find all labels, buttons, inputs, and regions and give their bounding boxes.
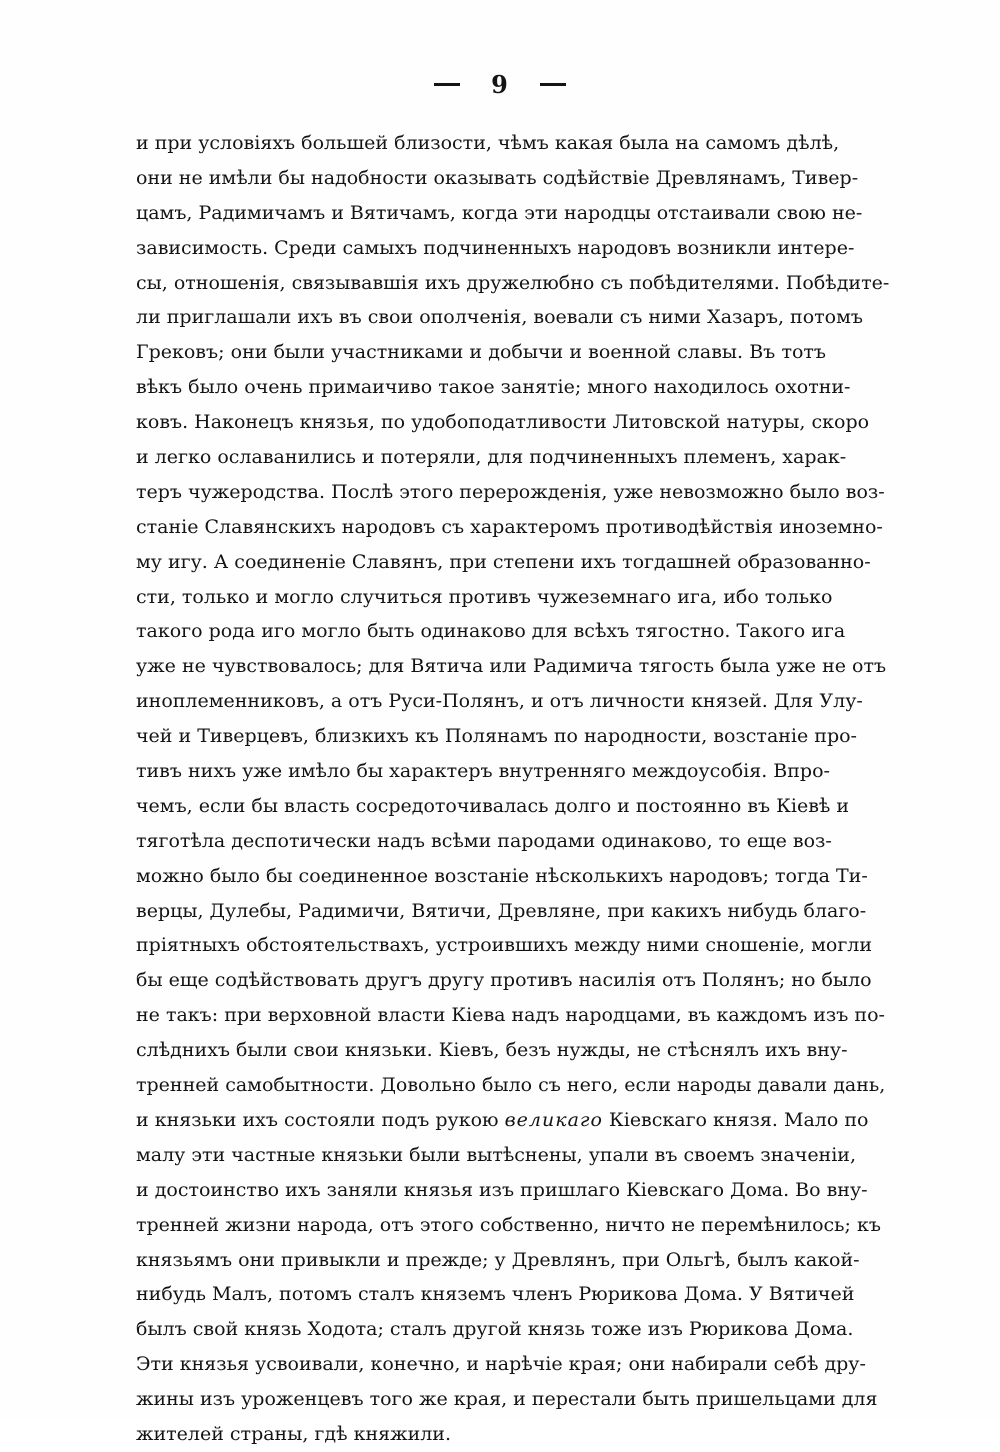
text-line: ковъ. Наконецъ князья, по удобоподатливости Литовской натуры, скоро [136, 411, 870, 434]
text-line: былъ свой князь Ходота; сталъ другой князь тоже изъ Рюрикова Дома. [136, 1318, 854, 1341]
text-line: жины изъ уроженцевъ того же края, и перестали быть пришельцами для [136, 1388, 878, 1411]
text-line: цамъ, Радимичамъ и Вятичамъ, когда эти народцы отстаивали свою не- [136, 201, 863, 224]
text-line: чей и Тиверцевъ, близкихъ къ Полянамъ по народности, возстаніе про- [136, 725, 857, 748]
header-left-dash [434, 83, 460, 86]
text-line: иноплеменниковъ, а отъ Руси-Полянъ, и отъ личности князей. Для Улу- [136, 690, 863, 713]
body-text [136, 126, 890, 1452]
text-line: тренней жизни народа, отъ этого собственно, ничто не перемѣнилось; къ [136, 1213, 881, 1236]
text-line: верцы, Дулебы, Радимичи, Вятичи, Древляне, при какихъ нибудь благо- [136, 899, 867, 922]
text-line: тренней самобытности. Довольно было съ него, если народы давали дань, [136, 1074, 886, 1097]
text-line: тяготѣла деспотически надъ всѣми пародами одинаково, то еще воз- [136, 829, 832, 852]
text-line: слѣднихъ были свои князьки. Кіевъ, безъ нужды, не стѣснялъ ихъ вну- [136, 1039, 848, 1062]
emphasized-word: великаго [504, 1108, 603, 1131]
text-line: сти, только и могло случиться противъ чужеземнаго ига, ибо только [136, 585, 833, 608]
text-line: тивъ нихъ уже имѣло бы характеръ внутренняго междоусобія. Впро- [136, 760, 830, 783]
text-line-with-emphasis [136, 1103, 869, 1138]
text-line: зависимость. Среди самыхъ подчиненныхъ народовъ возникли интере- [136, 236, 855, 259]
text-line: сы, отношенія, связывавшія ихъ дружелюбно съ побѣдителями. Побѣдите- [136, 271, 890, 294]
text-line: пріятныхъ обстоятельствахъ, устроившихъ между ними сношеніе, могли [136, 934, 873, 957]
text-line: уже не чувствовалось; для Вятича или Радимича тягость была уже не отъ [136, 655, 887, 678]
text-line: и легко ославанились и потеряли, для подчиненныхъ племенъ, харак- [136, 446, 847, 469]
text-line: чемъ, если бы власть сосредоточивалась долго и постоянно въ Кіевѣ и [136, 794, 850, 817]
text-line: ли приглашали ихъ въ свои ополченія, воевали съ ними Хазаръ, потомъ [136, 306, 863, 329]
text-line: и при условіяхъ большей близости, чѣмъ какая была на самомъ дѣлѣ, [136, 132, 840, 154]
text-line: не такъ: при верховной власти Кіева надъ народцами, въ каждомъ изъ по- [136, 1004, 885, 1027]
text-line: теръ чужеродства. Послѣ этого перерожденія, уже невозможно было воз- [136, 480, 885, 503]
text-line: Эти князья усвоивали, конечно, и нарѣчіе края; они набирали себѣ дру- [136, 1353, 866, 1376]
text-line: му игу. А соединеніе Славянъ, при степени ихъ тогдашней образованно- [136, 550, 871, 573]
header-right-dash [540, 83, 566, 86]
text-line: и достоинство ихъ заняли князья изъ пришлаго Кіевскаго Дома. Во вну- [136, 1178, 868, 1201]
text-line: нибудь Малъ, потомъ сталъ княземъ членъ Рюрикова Дома. У Вятичей [136, 1283, 855, 1306]
text-line: вѣкъ было очень примаичиво такое занятіе; много находилось охотни- [136, 376, 851, 399]
text-line: такого рода иго могло быть одинаково для всѣхъ тягостно. Такого ига [136, 620, 846, 643]
text-line: можно было бы соединенное возстаніе нѣсколькихъ народовъ; тогда Ти- [136, 864, 868, 887]
page-header [0, 70, 1000, 99]
text-line: они не имѣли бы надобности оказывать содѣйствіе Древлянамъ, Тивер- [136, 166, 859, 189]
text-line: князьямъ они привыкли и прежде; у Древлянъ, при Ольгѣ, былъ какой- [136, 1248, 860, 1271]
text-line: Грековъ; они были участниками и добычи и военной славы. Въ тотъ [136, 341, 826, 364]
text-segment: и князьки ихъ состояли подъ рукою [136, 1108, 499, 1131]
text-line: бы еще содѣйствовать другъ другу противъ насилія отъ Полянъ; но было [136, 969, 872, 992]
text-line: малу эти частные князьки были вытѣснены, упали въ своемъ значеніи, [136, 1143, 857, 1166]
text-line: станіе Славянскихъ народовъ съ характеромъ противодѣйствія иноземно- [136, 515, 883, 538]
page-number: 9 [491, 70, 509, 99]
text-segment: Кіевскаго князя. Мало по [609, 1108, 869, 1131]
text-line-last: жителей страны, гдѣ княжили. [136, 1422, 452, 1445]
